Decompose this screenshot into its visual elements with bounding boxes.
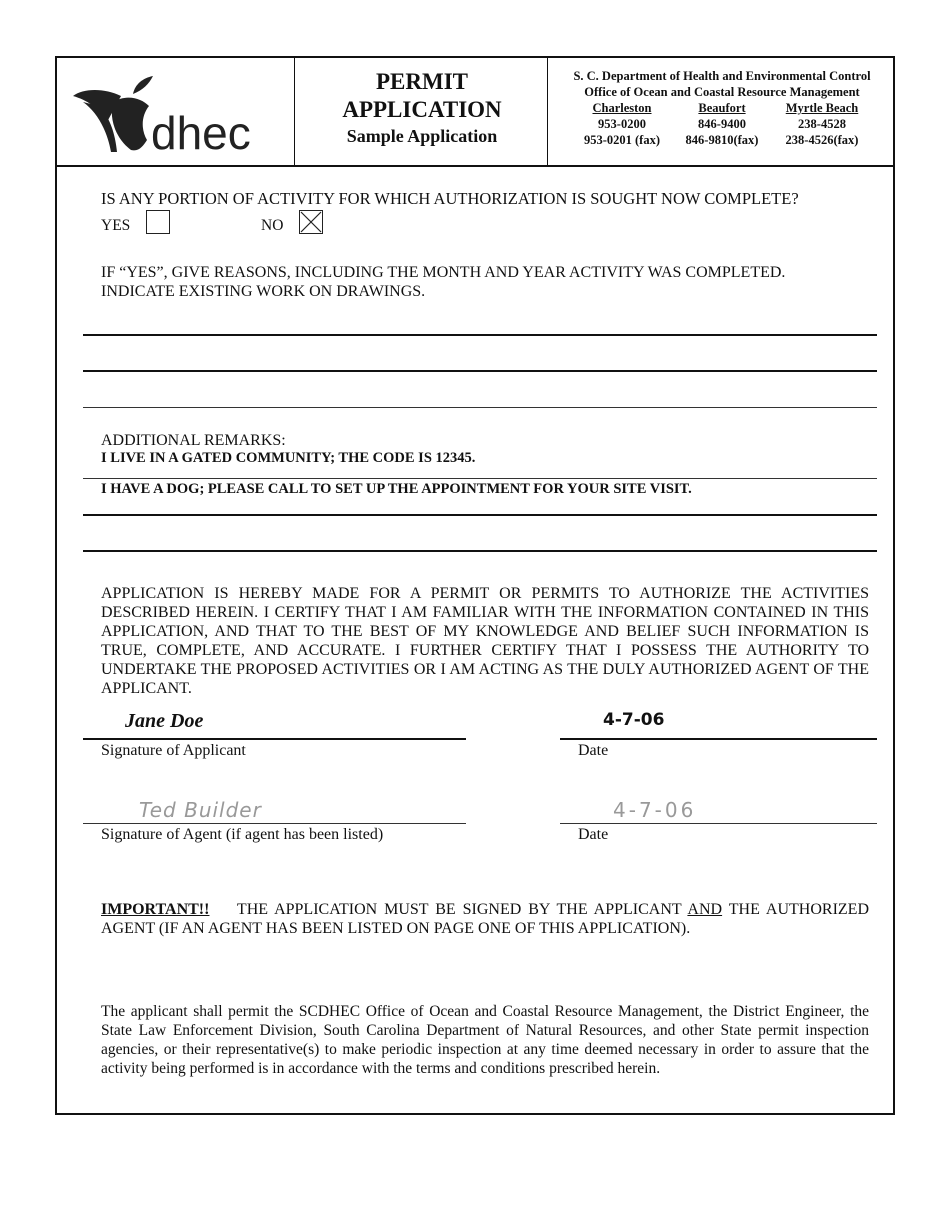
important-notice	[101, 900, 869, 938]
office-myrtle-beach	[772, 100, 872, 148]
applicant-date-label: Date	[578, 742, 609, 759]
remarks-label: ADDITIONAL REMARKS:	[101, 432, 286, 449]
completion-instructions-1: IF “YES”, GIVE REASONS, INCLUDING THE MONTH AND YEAR ACTIVITY WAS COMPLETED.	[101, 264, 786, 281]
logo-text: dhec	[151, 107, 251, 154]
office-phone: 953-0200	[598, 117, 646, 131]
title-line-2: APPLICATION	[342, 97, 502, 122]
checkbox-x-icon	[300, 211, 322, 233]
applicant-date[interactable]: 4-7-06	[603, 710, 665, 730]
applicant-signature-line	[83, 738, 466, 740]
completion-instructions-2: INDICATE EXISTING WORK ON DRAWINGS.	[101, 283, 426, 300]
logo-apple	[112, 98, 149, 151]
important-and: AND	[687, 901, 723, 918]
agent-date-line	[560, 823, 877, 824]
office-fax: 953-0201 (fax)	[583, 133, 661, 147]
form-subtitle: Sample Application	[346, 126, 498, 146]
office-location: Charleston	[592, 101, 652, 115]
office-list	[549, 100, 895, 148]
certification-text: APPLICATION IS HEREBY MADE FOR A PERMIT OR PERMITS TO AUTHORIZE THE ACTIVITIES DESCRIBED HEREIN. I CERTIFY THAT I AM FAMILIAR WITH THE INFORMATION CONTAINED IN THIS APPLICATION, AND THAT TO THE BEST OF MY KNOWLEDGE AND BELIEF SUCH INFORMATION IS TRUE, COMPLETE, AND ACCURATE. I FURTHER CERTIFY THAT I POSSESS THE AUTHORITY TO UNDERTAKE THE PROPOSED ACTIVITIES OR I AM ACTING AS THE DULY AUTHORIZED AGENT OF THE APPLICANT.	[101, 585, 869, 697]
office-fax: 238-4526(fax)	[785, 133, 859, 147]
important-text-1: THE APPLICATION MUST BE SIGNED BY THE APPLICANT	[236, 901, 682, 918]
important-label: IMPORTANT!!	[101, 901, 210, 918]
header-divider	[547, 58, 548, 165]
form-frame	[55, 56, 895, 1115]
office-location: Beaufort	[698, 101, 746, 115]
form-header	[57, 58, 893, 167]
answer-line[interactable]	[83, 407, 877, 408]
answer-line[interactable]	[83, 370, 877, 372]
completion-question: IS ANY PORTION OF ACTIVITY FOR WHICH AUTHORIZATION IS SOUGHT NOW COMPLETE?	[101, 189, 799, 208]
applicant-signature[interactable]: Jane Doe	[125, 710, 204, 732]
remarks-text-2[interactable]: I HAVE A DOG; PLEASE CALL TO SET UP THE APPOINTMENT FOR YOUR SITE VISIT.	[101, 481, 692, 497]
no-checkbox[interactable]	[299, 210, 323, 234]
agent-signature-line	[83, 823, 466, 824]
remarks-text-1[interactable]: I LIVE IN A GATED COMMUNITY; THE CODE IS 12345.	[101, 450, 476, 466]
agent-signature[interactable]: Ted Builder	[139, 798, 262, 822]
no-label: NO	[261, 217, 284, 234]
header-divider	[294, 58, 295, 165]
yes-checkbox[interactable]	[146, 210, 170, 234]
important-text-2: THE AUTHORIZED AGENT (IF AN AGENT HAS BEEN LISTED ON PAGE ONE OF THIS APPLICATION).	[101, 901, 869, 937]
remarks-line[interactable]	[83, 478, 877, 479]
office-phone: 846-9400	[698, 117, 746, 131]
inspection-text: The applicant shall permit the SCDHEC Office of Ocean and Coastal Resource Management, the District Engineer, the State Law Enforcement Division, South Carolina Department of Natural Resources, and other State permit inspection agencies, or their representative(s) to make periodic inspection at any time deemed necessary in order to assure that the activity being performed is in accordance with the terms and conditions prescribed herein.	[101, 1003, 869, 1077]
title-line-1: PERMIT	[376, 69, 468, 94]
answer-line[interactable]	[83, 334, 877, 336]
dhec-logo	[69, 72, 284, 154]
department-info	[549, 68, 895, 148]
office-fax: 846-9810(fax)	[685, 133, 759, 147]
applicant-date-line	[560, 738, 877, 740]
agent-signature-label: Signature of Agent (if agent has been listed)	[101, 826, 384, 843]
office-name: Office of Ocean and Coastal Resource Management	[584, 85, 860, 99]
agent-date-label: Date	[578, 826, 609, 843]
office-location: Myrtle Beach	[785, 101, 859, 115]
yes-label: YES	[101, 217, 131, 234]
office-charleston	[572, 100, 672, 148]
dept-name: S. C. Department of Health and Environmental Control	[573, 69, 871, 83]
logo-stem	[133, 76, 153, 94]
agent-date[interactable]: 4-7-06	[613, 798, 697, 822]
office-phone: 238-4528	[798, 117, 846, 131]
remarks-line[interactable]	[83, 550, 877, 552]
remarks-line[interactable]	[83, 514, 877, 516]
applicant-signature-label: Signature of Applicant	[101, 742, 246, 759]
form-title	[296, 68, 548, 148]
office-beaufort	[672, 100, 772, 148]
